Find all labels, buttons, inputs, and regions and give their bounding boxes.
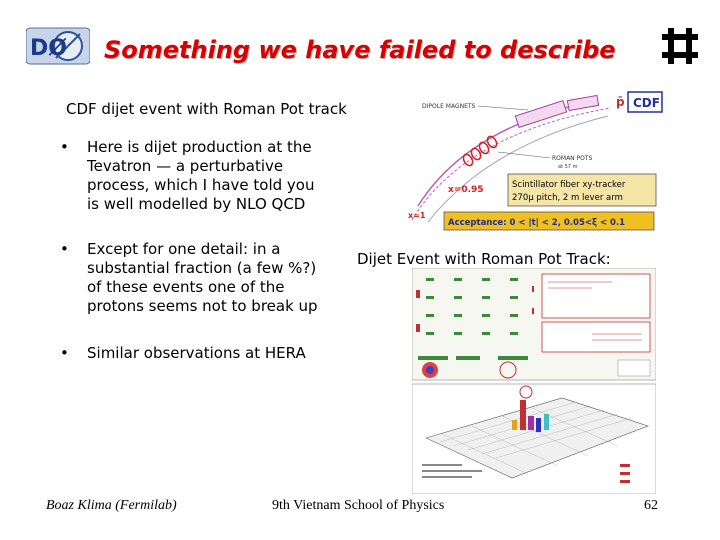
page-number: 62	[644, 498, 658, 513]
slide-title: Something we have failed to describe	[104, 36, 616, 64]
d0-logo-text: DØ	[30, 36, 67, 61]
bullet-3-line-1: Similar observations at HERA	[87, 344, 306, 362]
tracker-line-2: 270μ pitch, 2 m lever arm	[512, 193, 623, 203]
roman-pots-distance: at 57 m	[558, 164, 578, 170]
bullet-text-2	[87, 240, 349, 316]
d0-logo	[26, 24, 90, 68]
bullet-2-line-1: Except for one detail: in a	[87, 240, 281, 258]
x1-label: x=1	[408, 211, 426, 220]
bullet-1-line-4: is well modelled by NLO QCD	[87, 195, 306, 213]
bullet-1-line-1: Here is dijet production at the	[87, 138, 312, 156]
footer-event: 9th Vietnam School of Physics	[272, 498, 445, 513]
bullet-2-line-2: substantial fraction (a few %?)	[87, 259, 317, 277]
roman-pots-label: ROMAN POTS	[552, 155, 593, 162]
bullet-text-3	[87, 344, 349, 363]
bullet-text-1	[87, 138, 349, 214]
section-subtitle: CDF dijet event with Roman Pot track	[66, 100, 347, 118]
x095-label: x=0.95	[448, 185, 484, 195]
bullet-2-line-3: of these events one of the	[87, 278, 285, 296]
antiproton-label: p̄	[616, 95, 625, 109]
cdf-label: CDF	[633, 96, 660, 110]
tracker-line-1: Scintillator fiber xy-tracker	[512, 180, 626, 190]
bullet-2-line-4: protons seems not to break up	[87, 297, 318, 315]
dipole-magnets-label: DIPOLE MAGNETS	[422, 103, 476, 110]
cdf-roman-pot-diagram	[398, 86, 666, 236]
bullet-1-line-2: Tevatron — a perturbative	[87, 157, 284, 175]
bullet-marker: •	[60, 138, 69, 156]
bullet-1-line-3: process, which I have told you	[87, 176, 315, 194]
bullet-marker: •	[60, 344, 69, 362]
dijet-event-display-image	[412, 268, 656, 494]
acceptance-text: Acceptance: 0 < |t| < 2, 0.05<ξ < 0.1	[448, 218, 626, 228]
event-display-title: Dijet Event with Roman Pot Track:	[357, 250, 611, 268]
footer-author: Boaz Klima (Fermilab)	[46, 498, 177, 513]
bullet-marker: •	[60, 240, 69, 258]
fermilab-logo-icon	[660, 26, 700, 66]
